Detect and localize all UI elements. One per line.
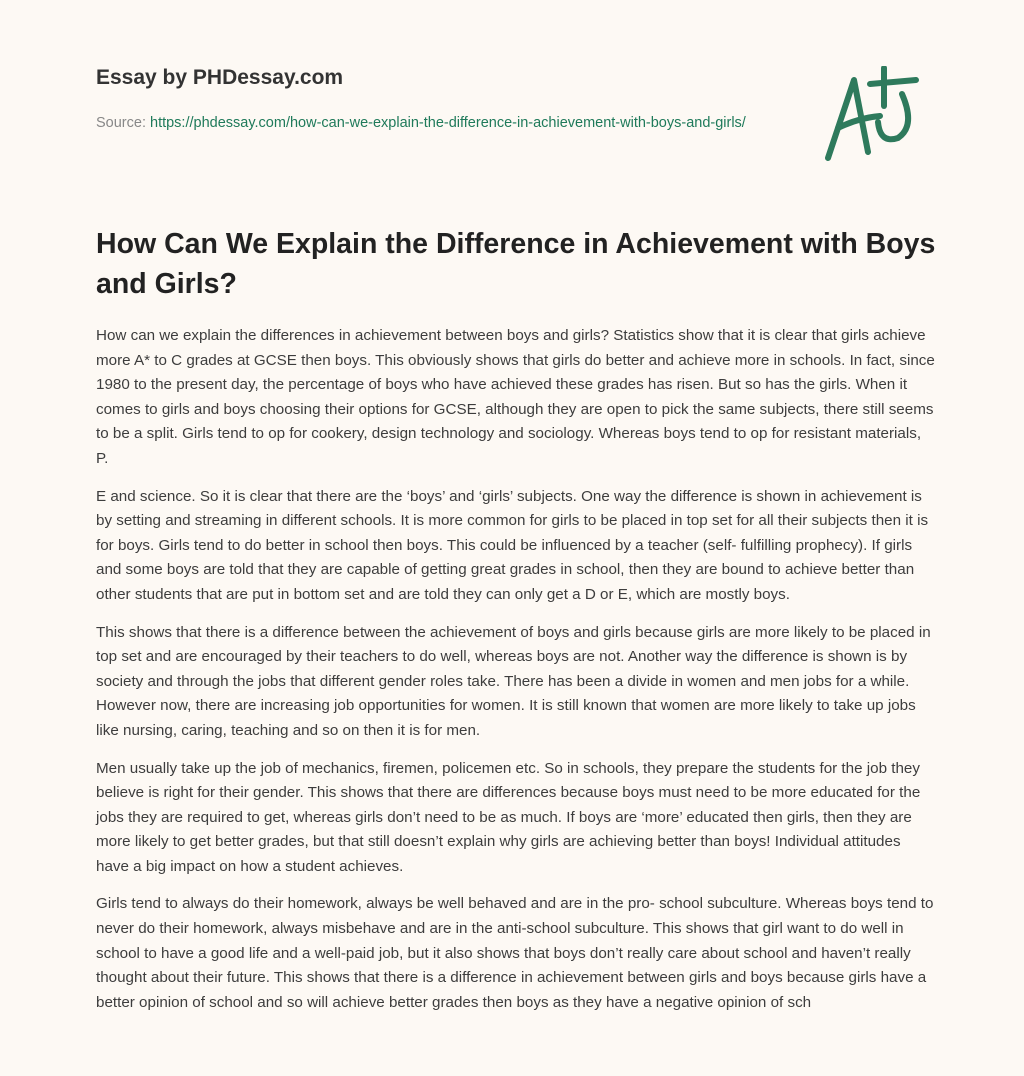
paragraph: This shows that there is a difference between the achievement of boys and girls because girls are more likely to be placed in top set and are encouraged by their teachers to do well, whereas boys are not. Another way the difference is shown is by society and through the jobs that different gender roles take. There has been a divide in women and men jobs for a while. However now, there are increasing job opportunities for women. It is still known that women are more likely to take up jobs like nursing, caring, teaching and so on then it is for men. [96,623,931,739]
paragraph: How can we explain the differences in achievement between boys and girls? Statistics show that it is clear that girls achieve more A* to C grades at GCSE then boys. This obviously shows that girls do better and achieve more in schools. In fact, since 1980 to the present day, the percentage of boys who have achieved these grades has risen. But so has the girls. When it comes to girls and boys choosing their options for GCSE, although they are open to pick the same subjects, there still seems to be a split. Girls tend to op for cookery, design technology and sociology. Whereas boys tend to op for resistant materials, P. [96,327,935,467]
article-body [96,324,936,1028]
paragraph: E and science. So it is clear that there are the ‘boys’ and ‘girls’ subjects. One way the difference is shown in achievement is by setting and streaming in different schools. It is more common for girls to be placed in top set for all their subjects then it is for boys. Girls tend to do better in school then boys. This could be influenced by a teacher (self- fulfilling prophecy). If girls and some boys are told that they are capable of getting great grades in school, then they are bound to achieve better than other students that are put in bottom set and are told they can only get a D or E, which are mostly boys. [96,487,929,603]
article-title: How Can We Explain the Difference in Achievement with Boys and Girls? [96,228,936,300]
source-link[interactable]: https://phdessay.com/how-can-we-explain-the-difference-in-achievement-with-boys-and-girls/ [150,115,746,131]
source-label: Source: [96,115,150,131]
source-line [96,111,756,135]
paragraph: Girls tend to always do their homework, always be well behaved and are in the pro- school subculture. Whereas boys tend to never do their homework, always misbehave and are in the anti-school subculture. This shows that girl want to do well in school to have a good life and a well-paid job, but it also shows that boys don’t really care about school and haven’t really thought about their future. This shows that there is a difference in achievement between girls and boys because girls have a better opinion of school and so will achieve better grades then boys as they have a negative opinion of sch [96,895,934,1011]
paragraph: Men usually take up the job of mechanics, firemen, policemen etc. So in schools, they prepare the students for the job they believe is right for their gender. This shows that there are differences because boys must need to be more educated for the jobs they are required to get, whereas girls don’t need to be as much. If boys are ‘more’ educated then girls, then they are more likely to get better grades, but that still doesn’t explain why girls are achieving better than boys! Individual attitudes have a big impact on how a student achieves. [96,759,921,875]
site-brand: Essay by PHDessay.com [96,66,344,89]
a-plus-logo-icon [818,66,928,166]
